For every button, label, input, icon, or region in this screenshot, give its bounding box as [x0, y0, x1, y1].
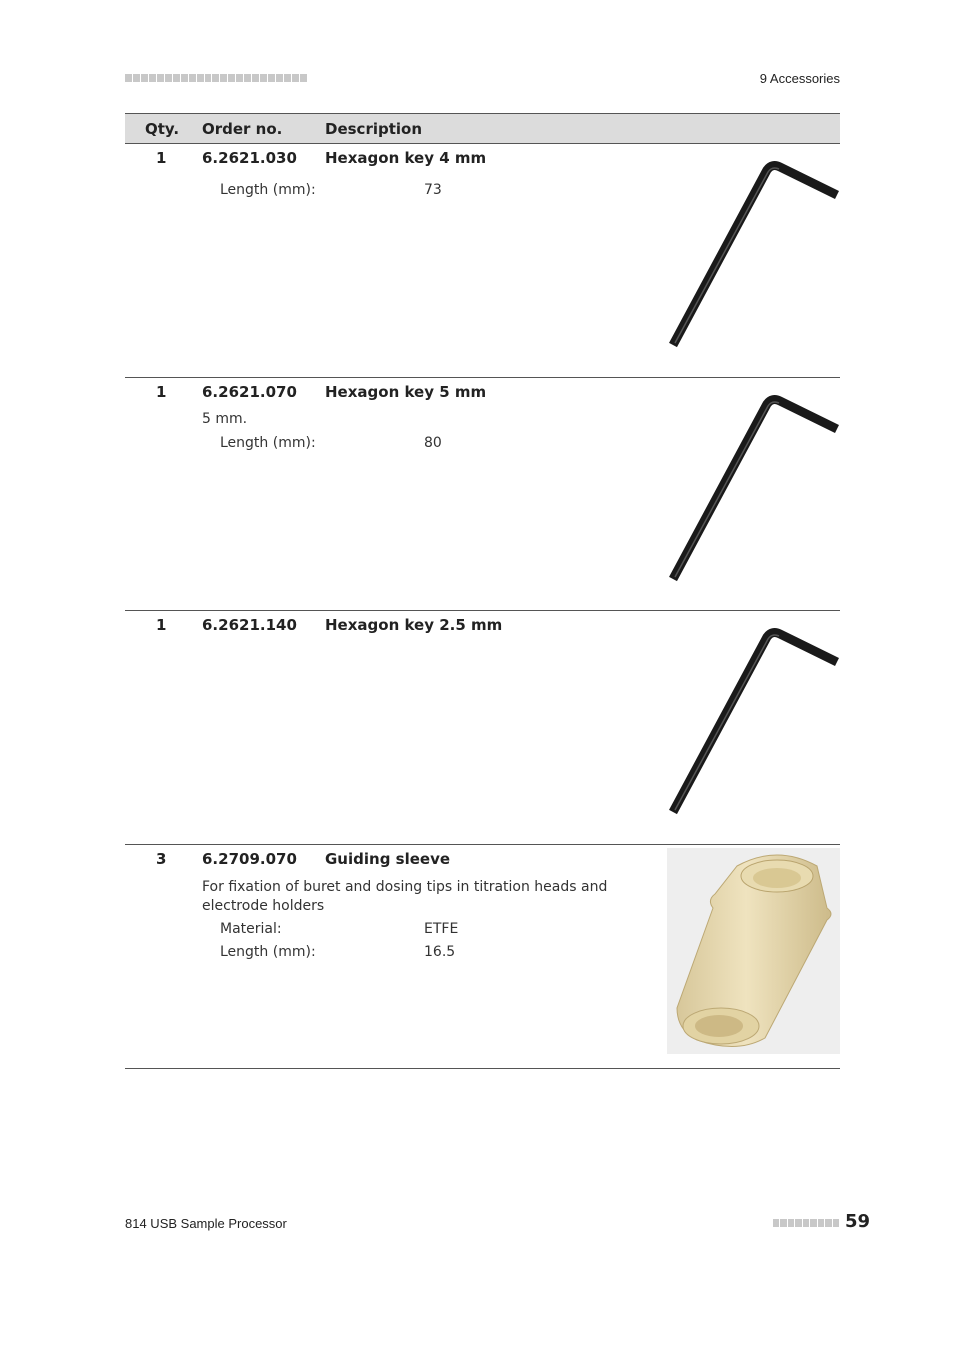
table-row: [125, 611, 840, 845]
column-order-no: Order no.: [202, 120, 283, 138]
row-divider: [125, 1068, 840, 1069]
item-title: Hexagon key 5 mm: [325, 383, 487, 401]
property-label: Material:: [220, 921, 282, 937]
page-number: 59: [845, 1211, 871, 1232]
item-qty: 3: [156, 850, 167, 868]
item-order-no: 6.2709.070: [202, 850, 297, 868]
item-title: Hexagon key 2.5 mm: [325, 616, 503, 634]
hex-key-icon: [667, 394, 842, 584]
table-row: [125, 845, 840, 1069]
item-title: Guiding sleeve: [325, 850, 451, 868]
table-header: [125, 113, 840, 144]
property-value: 16.5: [424, 944, 456, 960]
header-decoration: [125, 74, 307, 82]
property-label: Length (mm):: [220, 435, 316, 451]
property-value: 73: [424, 182, 442, 198]
item-qty: 1: [156, 149, 167, 167]
footer-decoration: [773, 1219, 839, 1227]
section-title: 9 Accessories: [759, 71, 840, 86]
footer-product-name: 814 USB Sample Processor: [125, 1216, 287, 1231]
property-value: ETFE: [424, 921, 459, 937]
hex-key-icon: [667, 627, 842, 817]
table-row: [125, 144, 840, 378]
property-label: Length (mm):: [220, 182, 316, 198]
item-qty: 1: [156, 383, 167, 401]
item-order-no: 6.2621.070: [202, 383, 297, 401]
property-value: 80: [424, 435, 442, 451]
item-qty: 1: [156, 616, 167, 634]
property-label: Length (mm):: [220, 944, 316, 960]
guiding-sleeve-image: [667, 848, 840, 1054]
table-row: [125, 378, 840, 611]
item-description: For fixation of buret and dosing tips in titration heads and electrode holders: [202, 879, 608, 914]
hex-key-icon: [667, 160, 842, 350]
item-order-no: 6.2621.030: [202, 149, 297, 167]
column-qty: Qty.: [145, 120, 180, 138]
item-title: Hexagon key 4 mm: [325, 149, 487, 167]
column-description: Description: [325, 120, 423, 138]
item-description: 5 mm.: [202, 411, 248, 427]
item-order-no: 6.2621.140: [202, 616, 297, 634]
